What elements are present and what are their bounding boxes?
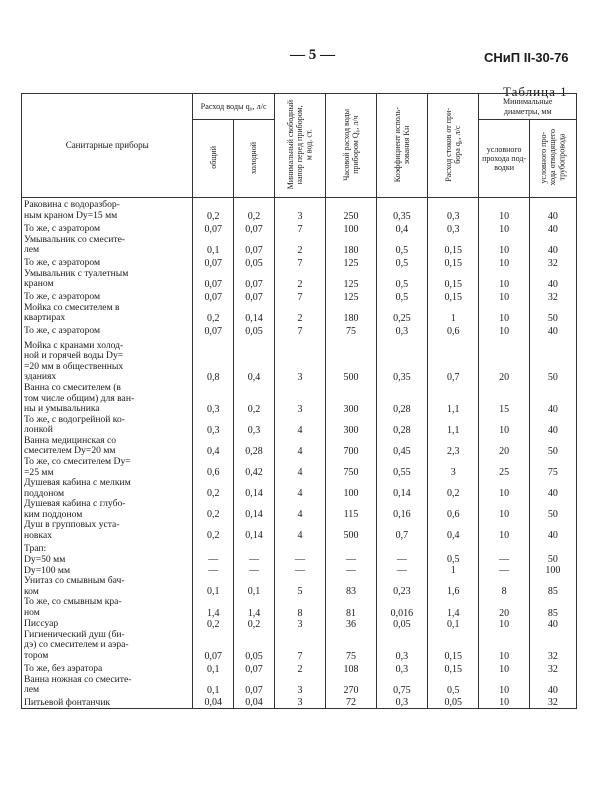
- hourly-flow-cell: 81: [326, 597, 376, 618]
- diam-drain-cell: 40: [529, 324, 576, 337]
- header-fixture: Санитарные приборы: [22, 94, 193, 198]
- diam-supply-cell: 10: [479, 696, 529, 709]
- usage-coeff-cell: 0,7: [376, 520, 427, 541]
- table-body: [22, 198, 577, 709]
- hourly-flow-cell: 500: [326, 520, 376, 541]
- flow-cold-cell: 0,14: [234, 520, 275, 541]
- flow-cold-cell: 0,07: [234, 290, 275, 303]
- usage-coeff-cell: 0,5: [376, 256, 427, 269]
- flow-cold-cell: 0,07: [234, 235, 275, 256]
- diam-drain-cell: 50: [529, 499, 576, 520]
- diam-drain-cell: 50: [529, 337, 576, 383]
- table-row: [22, 222, 577, 235]
- fixture-name: Ванна со смесителем (в том числе общим) для ван- ны и умывальника: [22, 383, 193, 415]
- fixture-name: Душевая кабина с глубо- ким поддоном: [22, 499, 193, 520]
- flow-total-cell: 0,07: [193, 269, 234, 290]
- usage-coeff-cell: 0,75: [376, 675, 427, 696]
- diam-drain-cell: 50: [529, 554, 576, 565]
- usage-coeff-cell: 0,25: [376, 303, 427, 324]
- table-row: [22, 235, 577, 256]
- table-row: [22, 662, 577, 675]
- flow-total-cell: 0,07: [193, 222, 234, 235]
- fixture-name: То же, со смесителем Dу= =25 мм: [22, 457, 193, 478]
- usage-coeff-cell: —: [376, 565, 427, 576]
- hourly-flow-cell: 72: [326, 696, 376, 709]
- usage-coeff-cell: 0,016: [376, 597, 427, 618]
- fixture-name: Раковина с водоразбор- ным краном Dу=15 мм: [22, 198, 193, 222]
- flow-cold-cell: [234, 541, 275, 554]
- header-cond-passage-supply: [479, 120, 529, 198]
- drain-flow-cell: 0,15: [428, 235, 479, 256]
- fixture-name: То же, с водогрейной ко- лонкой: [22, 415, 193, 436]
- fixture-name: То же, со смывным кра- ном: [22, 597, 193, 618]
- flow-total-cell: [193, 541, 234, 554]
- table-row: [22, 324, 577, 337]
- drain-flow-cell: 0,05: [428, 696, 479, 709]
- hourly-flow-cell: 100: [326, 478, 376, 499]
- drain-flow-cell: 0,7: [428, 337, 479, 383]
- min-head-cell: 2: [274, 303, 325, 324]
- hourly-flow-cell: 270: [326, 675, 376, 696]
- diam-drain-cell: 85: [529, 576, 576, 597]
- diam-drain-cell: 40: [529, 269, 576, 290]
- usage-coeff-cell: 0,05: [376, 619, 427, 630]
- flow-total-cell: 0,1: [193, 576, 234, 597]
- fixture-name: Питьевой фонтанчик: [22, 696, 193, 709]
- header-min-head: [274, 94, 325, 198]
- min-head-cell: 7: [274, 256, 325, 269]
- usage-coeff-cell: 0,4: [376, 222, 427, 235]
- fixture-name: То же, с аэратором: [22, 256, 193, 269]
- table-row: [22, 675, 577, 696]
- table-row: [22, 541, 577, 554]
- diam-supply-cell: 10: [479, 415, 529, 436]
- flow-cold-cell: 0,14: [234, 478, 275, 499]
- table-row: [22, 520, 577, 541]
- diam-supply-cell: —: [479, 565, 529, 576]
- diam-supply-cell: 10: [479, 662, 529, 675]
- min-head-cell: 4: [274, 436, 325, 457]
- usage-coeff-cell: 0,3: [376, 630, 427, 662]
- flow-total-cell: 0,2: [193, 499, 234, 520]
- table-row: [22, 630, 577, 662]
- table-row: [22, 415, 577, 436]
- fixture-name: Мойка с кранами холод- ной и горячей воды Dу= =20 мм в общественных зданиях: [22, 337, 193, 383]
- flow-total-cell: 0,04: [193, 696, 234, 709]
- flow-cold-cell: 0,3: [234, 415, 275, 436]
- header-total: [193, 120, 234, 198]
- header-min-diameters: [479, 94, 577, 120]
- diam-supply-cell: [479, 541, 529, 554]
- min-head-cell: 3: [274, 383, 325, 415]
- flow-cold-cell: 0,07: [234, 222, 275, 235]
- flow-cold-cell: 0,2: [234, 619, 275, 630]
- min-head-cell: 3: [274, 675, 325, 696]
- diam-drain-cell: 85: [529, 597, 576, 618]
- diam-drain-cell: 50: [529, 436, 576, 457]
- usage-coeff-cell: 0,35: [376, 198, 427, 222]
- drain-flow-cell: 1,6: [428, 576, 479, 597]
- diam-supply-cell: 10: [479, 630, 529, 662]
- diam-drain-cell: 40: [529, 235, 576, 256]
- diam-supply-cell: 20: [479, 597, 529, 618]
- flow-cold-cell: 0,2: [234, 198, 275, 222]
- fixture-name: Мойка со смесителем в квартирах: [22, 303, 193, 324]
- flow-total-cell: 0,07: [193, 256, 234, 269]
- hourly-flow-cell: 300: [326, 415, 376, 436]
- diam-drain-cell: [529, 541, 576, 554]
- flow-cold-cell: 0,14: [234, 499, 275, 520]
- drain-flow-cell: 0,4: [428, 520, 479, 541]
- usage-coeff-cell: [376, 541, 427, 554]
- usage-coeff-cell: 0,14: [376, 478, 427, 499]
- fixture-name: То же, с аэратором: [22, 222, 193, 235]
- table-row: [22, 269, 577, 290]
- flow-cold-cell: 0,42: [234, 457, 275, 478]
- hourly-flow-cell: 180: [326, 303, 376, 324]
- diam-supply-cell: 10: [479, 269, 529, 290]
- fixtures-table: [21, 93, 577, 709]
- drain-flow-cell: 0,15: [428, 662, 479, 675]
- fixture-name: Трап:: [22, 541, 193, 554]
- header-min-head-text: Минимальный свободный напор перед прибором, м вод. ст.: [286, 99, 314, 190]
- drain-flow-cell: 0,15: [428, 269, 479, 290]
- usage-coeff-cell: 0,3: [376, 662, 427, 675]
- usage-coeff-cell: 0,16: [376, 499, 427, 520]
- diam-drain-cell: 32: [529, 290, 576, 303]
- fixture-name: Душевая кабина с мелким поддоном: [22, 478, 193, 499]
- hourly-flow-cell: 750: [326, 457, 376, 478]
- header-hourly-flow: [326, 94, 376, 198]
- usage-coeff-cell: 0,3: [376, 696, 427, 709]
- header-usage-coeff: [376, 94, 427, 198]
- drain-flow-cell: [428, 541, 479, 554]
- drain-flow-cell: 0,15: [428, 630, 479, 662]
- drain-flow-cell: 0,6: [428, 324, 479, 337]
- hourly-flow-cell: 125: [326, 269, 376, 290]
- usage-coeff-cell: —: [376, 554, 427, 565]
- hourly-flow-cell: 250: [326, 198, 376, 222]
- drain-flow-cell: 1: [428, 565, 479, 576]
- diam-drain-cell: 40: [529, 619, 576, 630]
- header-cold-text: холодной: [249, 141, 259, 174]
- flow-total-cell: 0,1: [193, 675, 234, 696]
- flow-total-cell: 0,6: [193, 457, 234, 478]
- flow-cold-cell: —: [234, 554, 275, 565]
- min-head-cell: 3: [274, 619, 325, 630]
- diam-drain-cell: 50: [529, 303, 576, 324]
- diam-drain-cell: 40: [529, 520, 576, 541]
- min-head-cell: —: [274, 565, 325, 576]
- table-row: [22, 696, 577, 709]
- fixture-name: Гигиенический душ (би- дэ) со смесителем и аэра- тором: [22, 630, 193, 662]
- min-head-cell: 2: [274, 662, 325, 675]
- drain-flow-cell: 1,4: [428, 597, 479, 618]
- page-number: — 5 —: [290, 47, 335, 63]
- header-hourly-flow-text: Часовой расход воды прибором Q₀, л/ч: [341, 108, 360, 181]
- drain-flow-cell: 0,15: [428, 290, 479, 303]
- flow-total-cell: 0,07: [193, 630, 234, 662]
- hourly-flow-cell: 36: [326, 619, 376, 630]
- diam-supply-cell: 10: [479, 478, 529, 499]
- diam-supply-cell: 10: [479, 198, 529, 222]
- flow-cold-cell: —: [234, 565, 275, 576]
- table-label: Таблица 1: [503, 84, 568, 99]
- table-row: [22, 499, 577, 520]
- table-row: [22, 619, 577, 630]
- fixture-name: То же, с аэратором: [22, 290, 193, 303]
- flow-cold-cell: 0,05: [234, 630, 275, 662]
- flow-total-cell: 0,2: [193, 619, 234, 630]
- hourly-flow-cell: 115: [326, 499, 376, 520]
- drain-flow-cell: 0,5: [428, 675, 479, 696]
- usage-coeff-cell: 0,3: [376, 324, 427, 337]
- flow-total-cell: 0,1: [193, 662, 234, 675]
- flow-total-cell: 0,2: [193, 478, 234, 499]
- diam-supply-cell: 10: [479, 222, 529, 235]
- drain-flow-cell: 1,1: [428, 415, 479, 436]
- min-head-cell: 5: [274, 576, 325, 597]
- flow-total-cell: —: [193, 565, 234, 576]
- flow-total-cell: 0,8: [193, 337, 234, 383]
- table-row: [22, 198, 577, 222]
- usage-coeff-cell: 0,28: [376, 415, 427, 436]
- fixture-name: То же, с аэратором: [22, 324, 193, 337]
- diam-supply-cell: 10: [479, 520, 529, 541]
- diam-supply-cell: 10: [479, 235, 529, 256]
- header-cond-passage-drain: [529, 120, 576, 198]
- diam-supply-cell: 20: [479, 436, 529, 457]
- diam-drain-cell: 32: [529, 696, 576, 709]
- flow-cold-cell: 1,4: [234, 597, 275, 618]
- min-head-cell: 8: [274, 597, 325, 618]
- flow-total-cell: 0,1: [193, 235, 234, 256]
- diam-supply-cell: 10: [479, 499, 529, 520]
- diam-supply-cell: 10: [479, 675, 529, 696]
- usage-coeff-cell: 0,5: [376, 269, 427, 290]
- header-cond-passage-drain-text: условного про- хода отводящего трубопровода: [539, 129, 567, 186]
- table-row: [22, 554, 577, 565]
- table-row: [22, 457, 577, 478]
- flow-cold-cell: 0,07: [234, 675, 275, 696]
- flow-cold-cell: 0,04: [234, 696, 275, 709]
- fixture-name: Умывальник со смесите- лем: [22, 235, 193, 256]
- diam-drain-cell: 32: [529, 662, 576, 675]
- header-min-diameters-text: Минимальные диаметры, мм: [503, 97, 553, 116]
- hourly-flow-cell: 75: [326, 324, 376, 337]
- usage-coeff-cell: 0,55: [376, 457, 427, 478]
- min-head-cell: 4: [274, 520, 325, 541]
- flow-cold-cell: 0,07: [234, 269, 275, 290]
- diam-drain-cell: 40: [529, 198, 576, 222]
- table-row: [22, 290, 577, 303]
- header-water-flow: Расход воды q₀, л/с: [193, 94, 274, 120]
- table-row: [22, 436, 577, 457]
- hourly-flow-cell: 500: [326, 337, 376, 383]
- hourly-flow-cell: 75: [326, 630, 376, 662]
- min-head-cell: —: [274, 554, 325, 565]
- diam-supply-cell: 15: [479, 383, 529, 415]
- flow-cold-cell: 0,28: [234, 436, 275, 457]
- table-row: [22, 383, 577, 415]
- flow-total-cell: 0,07: [193, 290, 234, 303]
- diam-drain-cell: 100: [529, 565, 576, 576]
- usage-coeff-cell: 0,23: [376, 576, 427, 597]
- drain-flow-cell: 0,3: [428, 222, 479, 235]
- usage-coeff-cell: 0,28: [376, 383, 427, 415]
- flow-total-cell: 0,2: [193, 303, 234, 324]
- fixture-name: Умывальник с туалетным краном: [22, 269, 193, 290]
- min-head-cell: 7: [274, 324, 325, 337]
- diam-supply-cell: 10: [479, 303, 529, 324]
- drain-flow-cell: 0,2: [428, 478, 479, 499]
- diam-supply-cell: 10: [479, 256, 529, 269]
- drain-flow-cell: 0,15: [428, 256, 479, 269]
- fixture-name: То же, без аэратора: [22, 662, 193, 675]
- table-row: [22, 478, 577, 499]
- header-drain-flow: [428, 94, 479, 198]
- header-usage-coeff-text: Коэффициент исполь- зования Kн: [392, 106, 411, 183]
- usage-coeff-cell: 0,35: [376, 337, 427, 383]
- fixture-name: Ванна медицинская со смесителем Dу=20 мм: [22, 436, 193, 457]
- flow-cold-cell: 0,2: [234, 383, 275, 415]
- drain-flow-cell: 1: [428, 303, 479, 324]
- header-drain-flow-text: Расход стоков от при- бора q₀, л/с: [444, 107, 463, 182]
- hourly-flow-cell: 100: [326, 222, 376, 235]
- diam-drain-cell: 40: [529, 478, 576, 499]
- hourly-flow-cell: 300: [326, 383, 376, 415]
- header-cold: [234, 120, 275, 198]
- flow-total-cell: 1,4: [193, 597, 234, 618]
- drain-flow-cell: 0,1: [428, 619, 479, 630]
- hourly-flow-cell: 125: [326, 256, 376, 269]
- flow-total-cell: 0,07: [193, 324, 234, 337]
- usage-coeff-cell: 0,5: [376, 290, 427, 303]
- flow-total-cell: 0,4: [193, 436, 234, 457]
- min-head-cell: 2: [274, 235, 325, 256]
- hourly-flow-cell: 125: [326, 290, 376, 303]
- min-head-cell: 2: [274, 269, 325, 290]
- header-total-text: общий: [208, 146, 218, 169]
- diam-supply-cell: —: [479, 554, 529, 565]
- fixture-name: Писсуар: [22, 619, 193, 630]
- fixture-name: Душ в групповых уста- новках: [22, 520, 193, 541]
- drain-flow-cell: 0,6: [428, 499, 479, 520]
- table-row: [22, 256, 577, 269]
- fixture-name: Унитаз со смывным бач- ком: [22, 576, 193, 597]
- flow-cold-cell: 0,1: [234, 576, 275, 597]
- diam-drain-cell: 75: [529, 457, 576, 478]
- min-head-cell: 4: [274, 415, 325, 436]
- flow-total-cell: 0,3: [193, 383, 234, 415]
- hourly-flow-cell: [326, 541, 376, 554]
- min-head-cell: [274, 541, 325, 554]
- min-head-cell: 3: [274, 696, 325, 709]
- flow-cold-cell: 0,07: [234, 662, 275, 675]
- drain-flow-cell: 0,5: [428, 554, 479, 565]
- table-row: [22, 597, 577, 618]
- table-row: [22, 337, 577, 383]
- min-head-cell: 4: [274, 478, 325, 499]
- flow-cold-cell: 0,4: [234, 337, 275, 383]
- drain-flow-cell: 3: [428, 457, 479, 478]
- diam-supply-cell: 10: [479, 619, 529, 630]
- flow-cold-cell: 0,05: [234, 324, 275, 337]
- flow-total-cell: 0,2: [193, 520, 234, 541]
- diam-supply-cell: 8: [479, 576, 529, 597]
- hourly-flow-cell: 108: [326, 662, 376, 675]
- min-head-cell: 3: [274, 198, 325, 222]
- hourly-flow-cell: 700: [326, 436, 376, 457]
- diam-drain-cell: 40: [529, 383, 576, 415]
- table-row: [22, 303, 577, 324]
- flow-total-cell: 0,3: [193, 415, 234, 436]
- diam-drain-cell: 32: [529, 630, 576, 662]
- diam-supply-cell: 10: [479, 290, 529, 303]
- table-row: [22, 576, 577, 597]
- min-head-cell: 3: [274, 337, 325, 383]
- diam-supply-cell: 25: [479, 457, 529, 478]
- min-head-cell: 7: [274, 222, 325, 235]
- document-code: СНиП II-30-76: [484, 50, 569, 65]
- diam-drain-cell: 40: [529, 222, 576, 235]
- diam-drain-cell: 40: [529, 415, 576, 436]
- drain-flow-cell: 2,3: [428, 436, 479, 457]
- hourly-flow-cell: 83: [326, 576, 376, 597]
- min-head-cell: 7: [274, 630, 325, 662]
- flow-total-cell: 0,2: [193, 198, 234, 222]
- diam-drain-cell: 40: [529, 675, 576, 696]
- hourly-flow-cell: —: [326, 565, 376, 576]
- flow-total-cell: —: [193, 554, 234, 565]
- min-head-cell: 4: [274, 499, 325, 520]
- hourly-flow-cell: 180: [326, 235, 376, 256]
- usage-coeff-cell: 0,5: [376, 235, 427, 256]
- min-head-cell: 4: [274, 457, 325, 478]
- header-cond-passage-supply-text: условного прохода под- водки: [482, 144, 527, 173]
- fixture-name: Dу=50 мм: [22, 554, 193, 565]
- diam-supply-cell: 10: [479, 324, 529, 337]
- usage-coeff-cell: 0,45: [376, 436, 427, 457]
- hourly-flow-cell: —: [326, 554, 376, 565]
- min-head-cell: 7: [274, 290, 325, 303]
- flow-cold-cell: 0,14: [234, 303, 275, 324]
- diam-supply-cell: 20: [479, 337, 529, 383]
- flow-cold-cell: 0,05: [234, 256, 275, 269]
- drain-flow-cell: 0,3: [428, 198, 479, 222]
- diam-drain-cell: 32: [529, 256, 576, 269]
- fixture-name: Ванна ножная со смесите- лем: [22, 675, 193, 696]
- drain-flow-cell: 1,1: [428, 383, 479, 415]
- fixture-name: Dу=100 мм: [22, 565, 193, 576]
